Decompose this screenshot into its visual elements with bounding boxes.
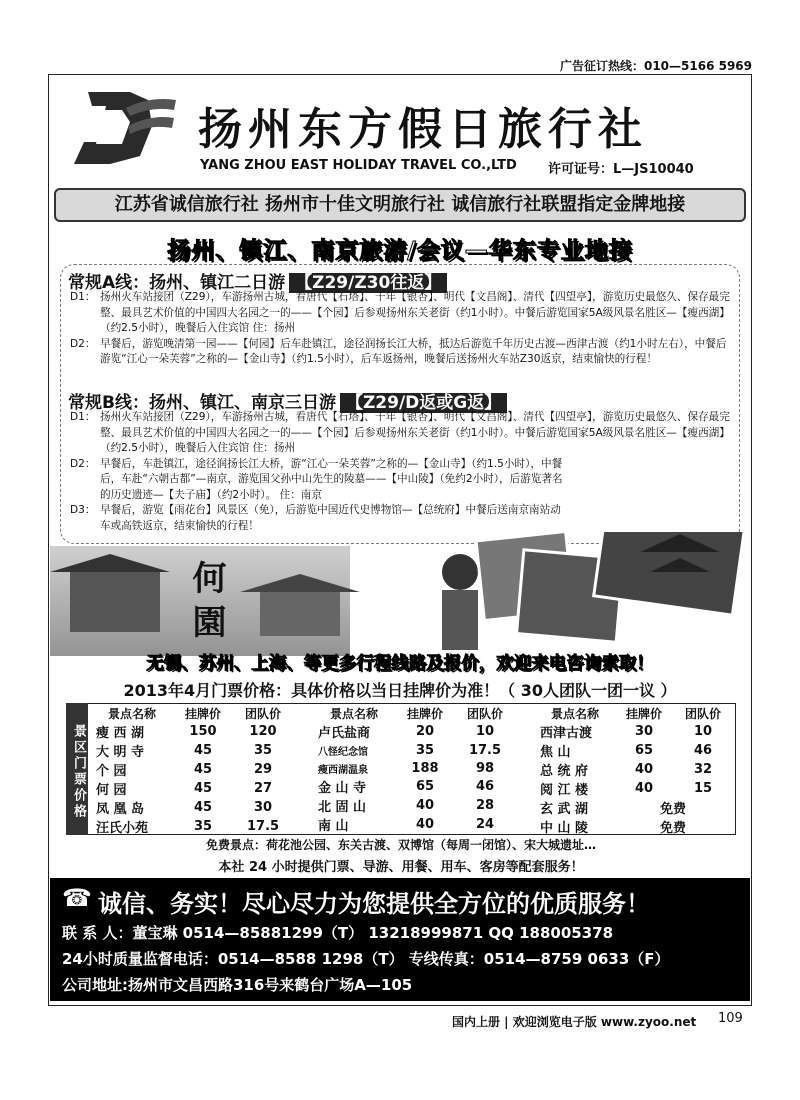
day-text: 扬州火车站接团（Z29），车游扬州古城，看唐代【石塔】、千年【银杏】、明代【文昌阁】、清代【四望亭】，游览历史最悠久、保存最完整、最具艺术价值的中国四大名园之一的——【个园】后参观扬州东关老街（约1小时）。中餐后游览国家5A级风景名胜区—【瘦西湖】（约2.5小时），晚餐后入住宾馆 住：扬州: [100, 291, 730, 334]
list-price: 45: [193, 743, 213, 758]
group-price: 10: [475, 724, 495, 739]
group-price: 10: [693, 724, 713, 739]
day-text: 早餐后，游览【雨花台】风景区（免），后游览中国近代史博物馆—【总统府】中餐后送南京南站动车或高铁返京，结束愉快的行程！: [100, 504, 561, 532]
list-price: 40: [415, 798, 435, 813]
route-a-day-1: [70, 290, 734, 337]
spot-name: 焦 山: [540, 745, 571, 760]
day-text: 扬州火车站接团（Z29），车游扬州古城，看唐代【石塔】、千年【银杏】、明代【文昌阁】、清代【四望亭】，游览历史最悠久、保存最完整、最具艺术价值的中国四大名园之一的——【个园】后参观扬州东关老街（约1小时）。中餐后游览国家5A级风景名胜区—【瘦西湖】（约2.5小时），晚餐后入住宾馆 住：扬州: [100, 411, 730, 454]
spot-name: 瘦 西 湖: [96, 726, 145, 741]
list-price: 40: [415, 817, 435, 832]
scenic-photo-collage: [50, 532, 750, 656]
table-row: [314, 815, 514, 834]
day-label: D1：: [70, 411, 96, 423]
company-address: 公司地址:扬州市文昌西路316号来鹤台广场A—105: [62, 976, 413, 994]
group-price: 17.5: [468, 742, 502, 758]
header-name: 景点名称: [550, 707, 599, 721]
agency-logo-icon: [70, 86, 180, 168]
spot-name: 南 山: [318, 819, 349, 834]
list-price: 40: [634, 762, 654, 777]
free-spots: 免费景点：荷花池公园、东关古渡、双博馆（每周一闭馆）、宋大城遗址…: [205, 838, 596, 852]
table-row: [314, 777, 514, 796]
list-price: 188: [411, 760, 439, 776]
route-a-name: 常规A线：扬州、镇江二日游: [68, 273, 286, 293]
spot-name: 汪氏小苑: [96, 821, 149, 836]
table-row: [314, 796, 514, 815]
header-name: 景点名称: [329, 707, 378, 721]
list-price: 45: [193, 800, 213, 815]
group-price: 98: [475, 760, 495, 776]
list-price: 35: [193, 819, 213, 834]
table-row: [536, 722, 732, 741]
table-row: [536, 760, 732, 779]
license-number: 许可证号：L—JS10040: [548, 162, 694, 177]
contact-prompt: 无锡、苏州、上海、等更多行程线路及报价，欢迎来电咨询索取！: [146, 654, 654, 674]
group-price: 15: [693, 781, 713, 796]
list-price: 150: [189, 724, 217, 739]
list-price: 20: [415, 724, 435, 739]
group-price: 27: [253, 781, 273, 796]
header-list-price: 挂牌价: [184, 707, 221, 721]
spot-name: 瘦西湖温泉: [318, 764, 368, 776]
list-price: 65: [634, 743, 654, 758]
day-label: D2：: [70, 457, 96, 470]
table-row: [92, 741, 292, 760]
group-price: 32: [693, 762, 713, 777]
group-price: 28: [475, 798, 495, 813]
supervision-phone: 24小时质量监督电话：0514—8588 1298（T） 专线传真：0514—8759 0633（F）: [62, 950, 670, 968]
table-row: [314, 741, 514, 759]
table-row: [314, 759, 514, 777]
group-price: 35: [253, 743, 273, 758]
group-price: 29: [253, 762, 273, 777]
group-price: 46: [693, 743, 713, 758]
price-header-row: [536, 705, 732, 722]
agency-name: 扬州东方假日旅行社: [198, 104, 648, 155]
route-b-day-1: [70, 410, 734, 457]
spot-name: 玄 武 湖: [540, 802, 589, 817]
table-row: [92, 798, 292, 817]
route-b-day-2: [70, 457, 570, 504]
free-label: 免费: [659, 821, 686, 836]
day-label: D1：: [70, 291, 96, 303]
honors-banner: 江苏省诚信旅行社 扬州市十佳文明旅行社 诚信旅行社联盟指定金牌地接: [54, 188, 746, 222]
group-price: 24: [475, 817, 495, 832]
header-group-price: 团队价: [244, 707, 281, 721]
day-text: 早餐后，游览晚清第一园——【何园】后车赴镇江，途径润扬长江大桥，抵达后游览千年历史古渡—西津古渡（约1小时左右），中餐后游览“江心一朵芙蓉”之称的—【金山寺】（约1.5小时），后车返扬州，晚餐后送扬州火车站Z30返京，结束愉快的行程！: [100, 337, 727, 365]
table-row: [92, 779, 292, 798]
spot-name: 何 园: [96, 783, 127, 798]
spot-name: 大 明 寺: [96, 745, 145, 760]
price-header-row: [92, 705, 292, 722]
telephone-icon: ☎: [62, 884, 92, 912]
day-label: D2：: [70, 337, 96, 350]
price-header-row: [314, 705, 514, 722]
route-b-day-3: [70, 503, 570, 534]
spot-name: 八怪纪念馆: [318, 746, 368, 758]
group-price: 46: [475, 779, 495, 794]
table-row: [92, 760, 292, 779]
table-row: [536, 817, 732, 836]
ticket-price-title: 2013年4月门票价格：具体价格以当日挂牌价为准！（ 30人团队一团一议 ）: [123, 681, 677, 700]
spot-name: 北 固 山: [318, 800, 367, 815]
route-b-itinerary: [70, 410, 734, 534]
table-row: [536, 798, 732, 817]
contact-person: 联 系 人：董宝琳 0514—85881299（T） 13218999871 QQ 188005378: [62, 924, 614, 942]
route-b-tag: 【Z29/D返或G返】: [340, 393, 507, 413]
contact-slogan: 诚信、务实！尽心尽力为您提供全方位的优质服务！: [98, 889, 650, 918]
free-label: 免费: [659, 802, 686, 817]
group-price: 30: [253, 800, 273, 815]
price-column-2: [314, 705, 514, 834]
route-b-name: 常规B线：扬州、镇江、南京三日游: [68, 393, 336, 413]
page-number: 109: [718, 1011, 743, 1026]
agency-name-english: YANG ZHOU EAST HOLIDAY TRAVEL CO.,LTD: [200, 158, 517, 173]
group-price: 17.5: [246, 819, 280, 834]
header-name: 景点名称: [107, 707, 156, 721]
table-row: [314, 722, 514, 741]
route-a-itinerary: [70, 290, 734, 368]
group-price: 120: [249, 724, 277, 739]
list-price: 40: [634, 781, 654, 796]
he-garden-caption: 何園: [186, 560, 226, 648]
table-row: [536, 779, 732, 798]
ticket-price-side-label: 景区门票价格: [66, 703, 88, 835]
footer-text: 国内上册 | 欢迎浏览电子版 www.zyoo.net: [452, 1015, 697, 1029]
header-list-price: 挂牌价: [625, 707, 662, 721]
spot-name: 卢氏盐商: [318, 726, 371, 741]
spot-name: 阅 江 楼: [540, 783, 589, 798]
list-price: 45: [193, 762, 213, 777]
price-column-1: [92, 705, 292, 836]
spot-name: 金 山 寺: [318, 781, 367, 796]
header-group-price: 团队价: [466, 707, 503, 721]
table-row: [536, 741, 732, 760]
day-text: 早餐后，车赴镇江，途径润扬长江大桥，游“江心一朵芙蓉”之称的—【金山寺】（约1.5小时），中餐后，车赴“六朝古都”—南京，游览国父孙中山先生的陵墓——【中山陵】（免约2小时），后游览著名的历史遗迹—【夫子庙】（约2小时）。 住：南京: [100, 457, 563, 501]
list-price: 45: [193, 781, 213, 796]
list-price: 30: [634, 724, 654, 739]
header-group-price: 团队价: [684, 707, 721, 721]
list-price: 35: [415, 742, 435, 758]
spot-name: 中 山 陵: [540, 821, 589, 836]
spot-name: 总 统 府: [540, 764, 589, 779]
table-row: [92, 722, 292, 741]
day-label: D3：: [70, 504, 96, 516]
list-price: 65: [415, 779, 435, 794]
spot-name: 凤 凰 岛: [96, 802, 145, 817]
table-row: [92, 817, 292, 836]
ad-hotline: 广告征订热线：010—5166 5969: [559, 59, 752, 73]
service-note: 本社 24 小时提供门票、导游、用餐、用车、客房等配套服务！: [218, 860, 584, 875]
price-column-3: [536, 705, 732, 836]
slogan-heading: 扬州、镇江、南京旅游/会议—华东专业地接: [167, 238, 633, 264]
spot-name: 个 园: [96, 764, 127, 779]
route-a-day-2: [70, 337, 734, 368]
header-list-price: 挂牌价: [406, 707, 443, 721]
route-a-tag: 【Z29/Z30往返】: [289, 273, 447, 293]
spot-name: 西津古渡: [540, 726, 593, 741]
